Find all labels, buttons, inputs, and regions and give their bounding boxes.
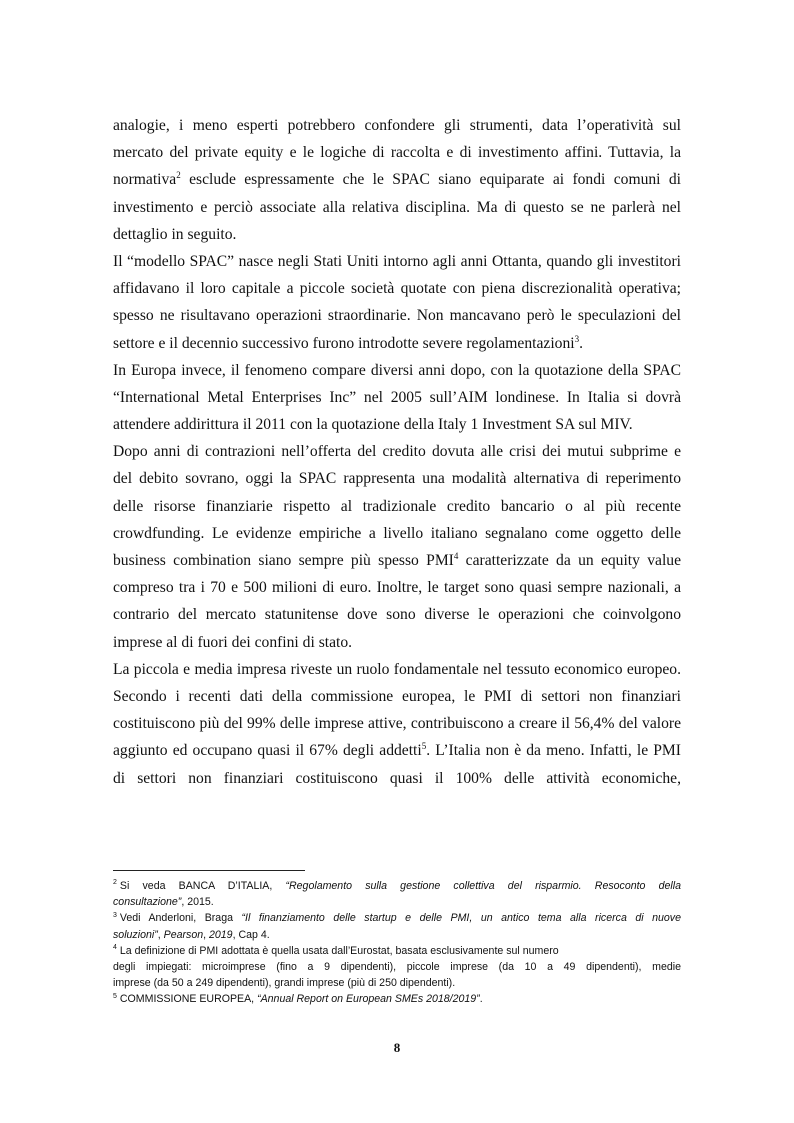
body-line (113, 547, 681, 574)
page-number: 8 (393, 1040, 401, 1055)
footnote-line (113, 878, 681, 894)
footnote-2 (113, 878, 681, 910)
line-text: business combination siano sempre più spesso PMI (113, 552, 454, 569)
footnote-text: soluzioni” (113, 928, 158, 941)
body-line: In Europa invece, il fenomeno compare diversi anni dopo, con la quotazione della SPAC (113, 361, 681, 379)
footnote-line (113, 927, 681, 943)
body-line (113, 166, 681, 193)
body-line: attendere addirittura il 2011 con la quotazione della Italy 1 Investment SA sul MIV. (113, 416, 633, 434)
line-text: aggiunto ed occupano quasi il 67% degli addetti (113, 742, 422, 760)
body-line: dettaglio in seguito. (113, 225, 237, 243)
footnote-text: degli impiegati: microimprese (fino a 9 dipendenti), piccole imprese (da 10 a 49 dipendenti), medie (113, 960, 681, 973)
footnote-text: consultazione” (113, 896, 182, 909)
body-line: contrario del mercato statunitense dove sono diverse le operazioni che coinvolgono (113, 606, 681, 624)
footnote-text: Vedi Anderloni, Braga (119, 912, 242, 925)
footnote-line (113, 894, 681, 910)
footnotes (113, 878, 681, 1008)
footnote-line (113, 943, 681, 959)
footnote-text: . (479, 993, 483, 1006)
body-line: La piccola e media impresa riveste un ruolo fondamentale nel tessuto economico europeo. (113, 660, 681, 678)
footnote-line (113, 910, 681, 926)
footnote-text: “Annual Report on European SMEs 2018/2019” (257, 993, 480, 1006)
footnote-separator (113, 870, 305, 871)
footnote-text: “Il finanziamento delle startup e delle PMI, un antico tema alla ricerca di nuove (241, 912, 682, 925)
footnote-text: La definizione di PMI adottata è quella usata dall’Eurostat, basata esclusivamente sul numero (119, 944, 559, 957)
footnote-text: Si veda BANCA D’ITALIA, (119, 880, 286, 892)
body-line: di settori non finanziari costituiscono quasi il 100% delle attività economiche, (113, 769, 681, 787)
footnote-line (113, 991, 681, 1007)
body-line: delle risorse finanziarie rispetto al tradizionale credito bancario o al più recente (113, 497, 681, 515)
footnote-4 (113, 943, 681, 992)
footnote-number: 3 (113, 911, 117, 919)
body-line: compreso tra i 70 e 500 milioni di euro. Inoltre, le target sono quasi sempre nazionali, a (113, 579, 681, 597)
footnote-line (113, 959, 681, 975)
footnote-number: 4 (113, 944, 117, 952)
body-line (113, 737, 681, 764)
footnote-text: , (203, 928, 209, 941)
footnote-text: imprese (da 50 a 249 dipendenti), grandi imprese (più di 250 dipendenti). (113, 977, 456, 990)
line-text: settore e il decennio successivo furono introdotte severe regolamentazioni (113, 334, 575, 352)
body-line: analogie, i meno esperti potrebbero confondere gli strumenti, data l’operatività sul (113, 117, 681, 134)
footnote-text: , 2015. (181, 896, 214, 909)
body-line: “International Metal Enterprises Inc” nel 2005 sull’AIM londinese. In Italia si dovrà (113, 388, 681, 406)
footnote-number: 5 (113, 992, 117, 1000)
footnote-line (113, 975, 681, 991)
body-line: Il “modello SPAC” nasce negli Stati Uniti intorno agli anni Ottanta, quando gli investitori (113, 252, 681, 270)
footnote-number: 2 (113, 879, 117, 887)
body-line: affidavano il loro capitale a piccole società quotate con piena discrezionalità operativa; (113, 280, 681, 298)
line-text: . L’Italia non è da meno. Infatti, le PMI (426, 742, 681, 760)
line-text: caratterizzate da un equity value (458, 552, 681, 569)
body-line: investimento e perciò associate alla relativa disciplina. Ma di questo se ne parlerà nel (113, 198, 681, 216)
body-line: costituiscono più del 99% delle imprese attive, contribuiscono a creare il 56,4% del valore (113, 715, 681, 733)
footnote-3 (113, 910, 681, 942)
body-text (113, 112, 681, 792)
footnote-5 (113, 991, 681, 1007)
line-text: normativa (113, 171, 177, 189)
footnote-text: Pearson (163, 928, 204, 941)
footnote-reference: 4 (453, 550, 459, 561)
body-line: spesso ne risultavano operazioni straordinarie. Non mancavano però le speculazioni del (113, 307, 681, 325)
footnote-reference: 5 (421, 741, 427, 752)
body-line: imprese al di fuori dei confini di stato. (113, 633, 353, 651)
footnote-text: , Cap 4. (232, 928, 270, 941)
body-line: Secondo i recenti dati della commissione europea, le PMI di settori non finanziari (113, 687, 681, 705)
body-line: crowdfunding. Le evidenze empiriche a livello italiano segnalano come oggetto delle (113, 524, 681, 542)
body-line (113, 330, 681, 357)
footnote-reference: 3 (574, 333, 580, 344)
footnote-text: “Regolamento sulla gestione collettiva del risparmio. Resoconto della (285, 880, 682, 892)
line-text: esclude espressamente che le SPAC siano equiparate ai fondi comuni di (180, 171, 681, 189)
footnote-text: , (157, 928, 164, 941)
footnote-text: 2019 (209, 928, 233, 941)
footnote-text: COMMISSIONE EUROPEA, (119, 993, 258, 1006)
body-line: del debito sovrano, oggi la SPAC rappresenta una modalità alternativa di reperimento (113, 470, 681, 488)
body-line: Dopo anni di contrazioni nell’offerta del credito dovuta alle crisi dei mutui subprime e (113, 443, 681, 461)
footnote-reference: 2 (176, 170, 181, 181)
body-line: mercato del private equity e le logiche di raccolta e di investimento affini. Tuttavia, la (113, 144, 681, 162)
line-text: . (579, 334, 583, 352)
